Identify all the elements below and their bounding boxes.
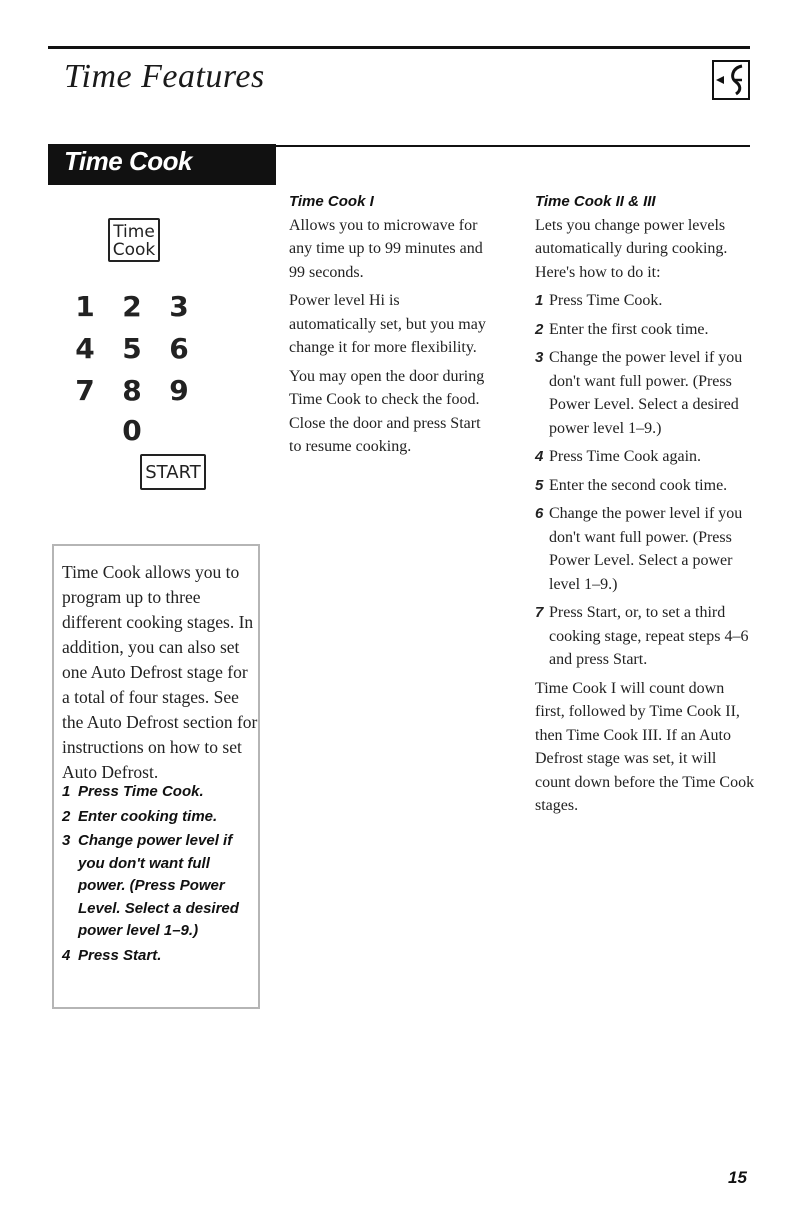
callout-step-number: 4	[62, 946, 71, 964]
step-text: Enter the second cook time.	[549, 476, 728, 494]
callout-step	[62, 806, 258, 829]
column1-paragraph: Allows you to microwave for any time up to 99 minutes and 99 seconds.	[289, 216, 483, 281]
digit-key-4: 4	[75, 332, 95, 365]
callout-step-text: Enter cooking time.	[78, 807, 218, 825]
time-cook-key	[108, 218, 160, 262]
step-text: Enter the first cook time.	[549, 320, 709, 338]
step-number: 7	[535, 604, 544, 621]
step-number: 4	[535, 448, 544, 465]
callout-step	[62, 945, 258, 968]
callout-step-number: 3	[62, 832, 71, 849]
section-label: Time Cook	[64, 146, 192, 176]
digit-key-9: 9	[169, 374, 189, 407]
callout-step-number: 1	[62, 783, 71, 800]
digit-key-6: 6	[169, 332, 189, 365]
header-rule	[48, 46, 750, 49]
digit-key-8: 8	[122, 374, 142, 407]
step-number: 6	[535, 505, 544, 522]
callout-text: Time Cook allows you to program up to three different cooking stages. In addition, you can also set one Auto Defrost stage for a total of four stages. See the Auto Defrost section for instructions on how to set Auto Defrost.	[62, 562, 258, 782]
step-number: 1	[535, 292, 544, 309]
callout-step	[62, 830, 258, 943]
microwave-logo-icon	[712, 60, 750, 100]
step-number: 3	[535, 349, 544, 366]
step-text: Press Start, or, to set a third cooking stage, repeat steps 4–6 and press Start.	[549, 604, 749, 668]
step-item	[535, 289, 755, 313]
callout-step-text: Press Start.	[78, 946, 162, 964]
time-cook-key-line1: Time	[113, 222, 155, 242]
step-item	[535, 502, 755, 596]
column1-paragraph: You may open the door during Time Cook to check the food. Close the door and press Start to resume cooking.	[289, 367, 485, 455]
step-item	[535, 445, 755, 469]
digit-key-1: 1	[75, 290, 95, 323]
column-time-cook-i	[289, 190, 489, 464]
step-text: Change the power level if you don't want full power. (Press Power Level. Select a desired power level 1–9.)	[549, 349, 743, 437]
digit-key-0: 0	[122, 414, 142, 447]
step-item	[535, 318, 755, 342]
keypad-illustration	[60, 190, 270, 530]
step-item	[535, 346, 755, 440]
column2-outro: Time Cook I will count down first, followed by Time Cook II, then Time Cook III. If an Auto Defrost stage was set, it will count down before the Time Cook stages.	[535, 679, 755, 814]
column1-heading: Time Cook I	[289, 193, 374, 210]
column2-heading: Time Cook II & III	[535, 193, 656, 210]
callout-step-number: 2	[62, 807, 71, 825]
step-item	[535, 601, 755, 672]
digit-key-7: 7	[75, 374, 95, 407]
step-item	[535, 474, 755, 498]
page-title: Time Features	[64, 58, 265, 95]
time-cook-key-line2: Cook	[112, 240, 156, 260]
digit-key-2: 2	[122, 290, 142, 323]
step-text: Press Time Cook again.	[549, 448, 702, 465]
column-time-cook-ii-iii	[535, 190, 755, 823]
section-rule	[276, 145, 750, 147]
column1-paragraph: Power level Hi is automatically set, but you may change it for more flexibility.	[289, 292, 486, 356]
start-key: START	[140, 454, 206, 490]
callout-steps	[62, 781, 258, 969]
column2-intro: Lets you change power levels automatically during cooking. Here's how to do it:	[535, 216, 728, 281]
step-number: 2	[535, 320, 544, 338]
callout-step-text: Change power level if you don't want full power. (Press Power Level. Select a desired power level 1–9.)	[78, 832, 239, 939]
step-number: 5	[535, 476, 544, 494]
digit-key-3: 3	[169, 290, 189, 323]
step-text: Change the power level if you don't want full power. (Press Power Level. Select a power level 1–9.)	[549, 505, 743, 593]
callout-step	[62, 781, 258, 804]
page-number: 15	[728, 1168, 747, 1187]
digit-key-5: 5	[122, 332, 142, 365]
column2-steps	[535, 289, 755, 672]
callout-step-text: Press Time Cook.	[78, 783, 204, 800]
step-text: Press Time Cook.	[549, 292, 663, 309]
